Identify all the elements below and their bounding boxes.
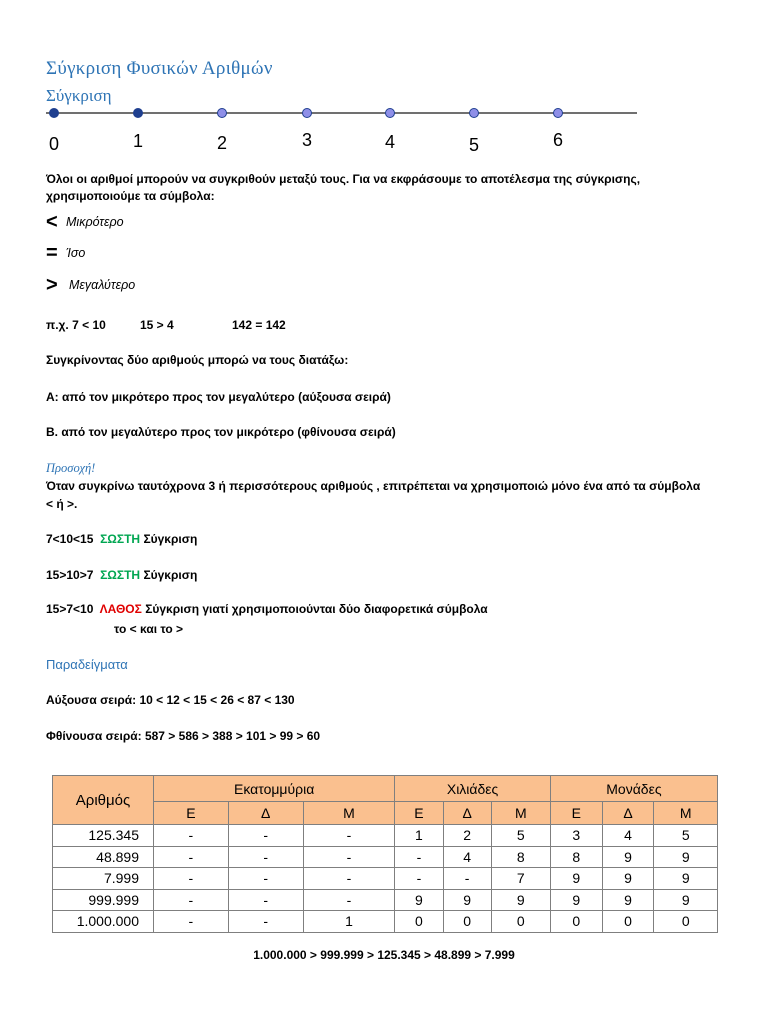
digit-cell: - xyxy=(228,911,303,933)
case-text: Σύγκριση γιατί χρησιμοποιούνται δύο διαφορετικά σύμβολα xyxy=(145,602,488,616)
digit-cell: - xyxy=(228,825,303,847)
digit-cell: 0 xyxy=(602,911,654,933)
symbol-less xyxy=(46,211,124,233)
digit-cell: 9 xyxy=(443,889,491,911)
subheader-cell: Ε xyxy=(550,802,602,825)
digit-cell: - xyxy=(303,825,395,847)
digit-cell: - xyxy=(154,846,229,868)
digit-cell: 9 xyxy=(602,889,654,911)
case-verdict: ΛΑΘΟΣ xyxy=(99,602,142,616)
symbol-glyph: > xyxy=(46,273,58,296)
page-title: Σύγκριση Φυσικών Αριθμών xyxy=(46,58,273,79)
case-expression: 7<10<15 xyxy=(46,532,94,546)
case-expression: 15>7<10 xyxy=(46,602,94,616)
number-line-point xyxy=(554,109,563,118)
table-row xyxy=(53,889,718,911)
digit-cell: 4 xyxy=(443,846,491,868)
digit-cell: - xyxy=(395,868,443,890)
case-text: Σύγκριση xyxy=(143,568,198,582)
digit-cell: - xyxy=(303,846,395,868)
place-value-table xyxy=(52,775,718,933)
digit-cell: - xyxy=(154,825,229,847)
number-cell: 999.999 xyxy=(53,889,154,911)
number-line xyxy=(40,100,650,160)
digit-cell: - xyxy=(228,868,303,890)
digit-cell: 0 xyxy=(550,911,602,933)
digit-cell: 0 xyxy=(654,911,718,933)
symbol-glyph: < xyxy=(46,210,58,233)
subheader-cell: Μ xyxy=(491,802,550,825)
case-wrong xyxy=(46,601,488,618)
intro-line-1: Όλοι οι αριθμοί μπορούν να συγκριθούν μεταξύ τους. Για να εκφράσουμε το αποτέλεσμα της σύγκρισης, xyxy=(46,172,641,186)
number-line-label: 4 xyxy=(384,132,396,152)
case-correct-1 xyxy=(46,531,197,548)
number-line-label: 6 xyxy=(552,130,564,150)
example-3: 142 = 142 xyxy=(232,318,286,332)
ascending-example: Αύξουσα σειρά: 10 < 12 < 15 < 26 < 87 < 130 xyxy=(46,693,295,707)
symbol-equal xyxy=(46,242,85,264)
digit-cell: 0 xyxy=(395,911,443,933)
digit-cell: - xyxy=(303,889,395,911)
case-verdict: ΣΩΣΤΗ xyxy=(100,532,141,546)
digit-cell: 9 xyxy=(602,868,654,890)
symbol-label: Μεγαλύτερο xyxy=(69,278,136,292)
digit-cell: - xyxy=(395,846,443,868)
subheader-cell: Δ xyxy=(443,802,491,825)
number-line-point xyxy=(386,109,395,118)
number-column-header: Αριθμός xyxy=(53,776,154,825)
number-line-label: 3 xyxy=(301,130,313,150)
attention-heading: Προσοχή! xyxy=(46,461,96,475)
digit-cell: 1 xyxy=(395,825,443,847)
subheader-cell: Ε xyxy=(154,802,229,825)
digit-cell: 0 xyxy=(491,911,550,933)
digit-cell: 1 xyxy=(303,911,395,933)
number-cell: 7.999 xyxy=(53,868,154,890)
digit-cell: 8 xyxy=(550,846,602,868)
digit-cell: 0 xyxy=(443,911,491,933)
digit-cell: 5 xyxy=(654,825,718,847)
number-line-point xyxy=(303,109,312,118)
subheader-cell: Δ xyxy=(602,802,654,825)
case-verdict: ΣΩΣΤΗ xyxy=(100,568,141,582)
symbol-greater xyxy=(46,274,135,296)
example-2: 15 > 4 xyxy=(140,318,174,332)
symbol-label: Ίσο xyxy=(66,246,86,260)
symbol-label: Μικρότερο xyxy=(66,215,124,229)
digit-cell: 3 xyxy=(550,825,602,847)
case-correct-2 xyxy=(46,567,197,584)
subheader-cell: Δ xyxy=(228,802,303,825)
number-line-point xyxy=(470,109,479,118)
digit-cell: 4 xyxy=(602,825,654,847)
ordered-result: 1.000.000 > 999.999 > 125.345 > 48.899 > 7.999 xyxy=(253,948,515,962)
case-expression: 15>10>7 xyxy=(46,568,94,582)
digit-cell: 7 xyxy=(491,868,550,890)
digit-cell: 8 xyxy=(491,846,550,868)
digit-cell: 9 xyxy=(654,868,718,890)
digit-cell: 9 xyxy=(395,889,443,911)
number-line-point xyxy=(50,109,59,118)
table-row xyxy=(53,911,718,933)
subheader-cell: Μ xyxy=(654,802,718,825)
subheader-cell: Μ xyxy=(303,802,395,825)
table-row xyxy=(53,846,718,868)
number-cell: 48.899 xyxy=(53,846,154,868)
digit-cell: - xyxy=(228,846,303,868)
digit-cell: 9 xyxy=(654,846,718,868)
table-row xyxy=(53,825,718,847)
examples-heading: Παραδείγματα xyxy=(46,657,128,672)
case-wrong-continuation: το < και το > xyxy=(114,622,184,636)
digit-cell: - xyxy=(228,889,303,911)
section-heading: Σύγκριση xyxy=(46,86,112,105)
table-row xyxy=(53,868,718,890)
number-cell: 125.345 xyxy=(53,825,154,847)
number-line-label: 2 xyxy=(216,133,228,153)
digit-cell: 9 xyxy=(550,889,602,911)
group-header-thousands: Χιλιάδες xyxy=(395,776,551,802)
example-1: π.χ. 7 < 10 xyxy=(46,318,106,332)
digit-cell: - xyxy=(303,868,395,890)
digit-cell: - xyxy=(443,868,491,890)
number-line-point xyxy=(134,109,143,118)
digit-cell: 9 xyxy=(654,889,718,911)
attention-line-2: < ή >. xyxy=(46,497,78,511)
subheader-cell: Ε xyxy=(395,802,443,825)
digit-cell: - xyxy=(154,889,229,911)
attention-line-1: Όταν συγκρίνω ταυτόχρονα 3 ή περισσότερους αριθμούς , επιτρέπεται να χρησιμοποιώ μόνο ένα από τα σύμβολα xyxy=(46,479,701,493)
order-intro: Συγκρίνοντας δύο αριθμούς μπορώ να τους διατάξω: xyxy=(46,353,349,367)
digit-cell: 5 xyxy=(491,825,550,847)
intro-line-2: χρησιμοποιούμε τα σύμβολα: xyxy=(46,189,215,203)
group-header-millions: Εκατομμύρια xyxy=(154,776,395,802)
case-text: Σύγκριση xyxy=(143,532,198,546)
digit-cell: 2 xyxy=(443,825,491,847)
digit-cell: - xyxy=(154,868,229,890)
number-cell: 1.000.000 xyxy=(53,911,154,933)
order-ascending-desc: Α: από τον μικρότερο προς τον μεγαλύτερο (αύξουσα σειρά) xyxy=(46,390,391,404)
number-line-label: 1 xyxy=(132,131,144,151)
digit-cell: 9 xyxy=(491,889,550,911)
descending-example: Φθίνουσα σειρά: 587 > 586 > 388 > 101 > 99 > 60 xyxy=(46,729,321,743)
digit-cell: 9 xyxy=(550,868,602,890)
number-line-label: 5 xyxy=(468,135,480,155)
order-descending-desc: Β. από τον μεγαλύτερο προς τον μικρότερο (φθίνουσα σειρά) xyxy=(46,425,396,439)
digit-cell: - xyxy=(154,911,229,933)
digit-cell: 9 xyxy=(602,846,654,868)
symbol-glyph: = xyxy=(46,241,58,264)
number-line-label: 0 xyxy=(48,134,60,154)
number-line-point xyxy=(218,109,227,118)
group-header-units: Μονάδες xyxy=(550,776,717,802)
